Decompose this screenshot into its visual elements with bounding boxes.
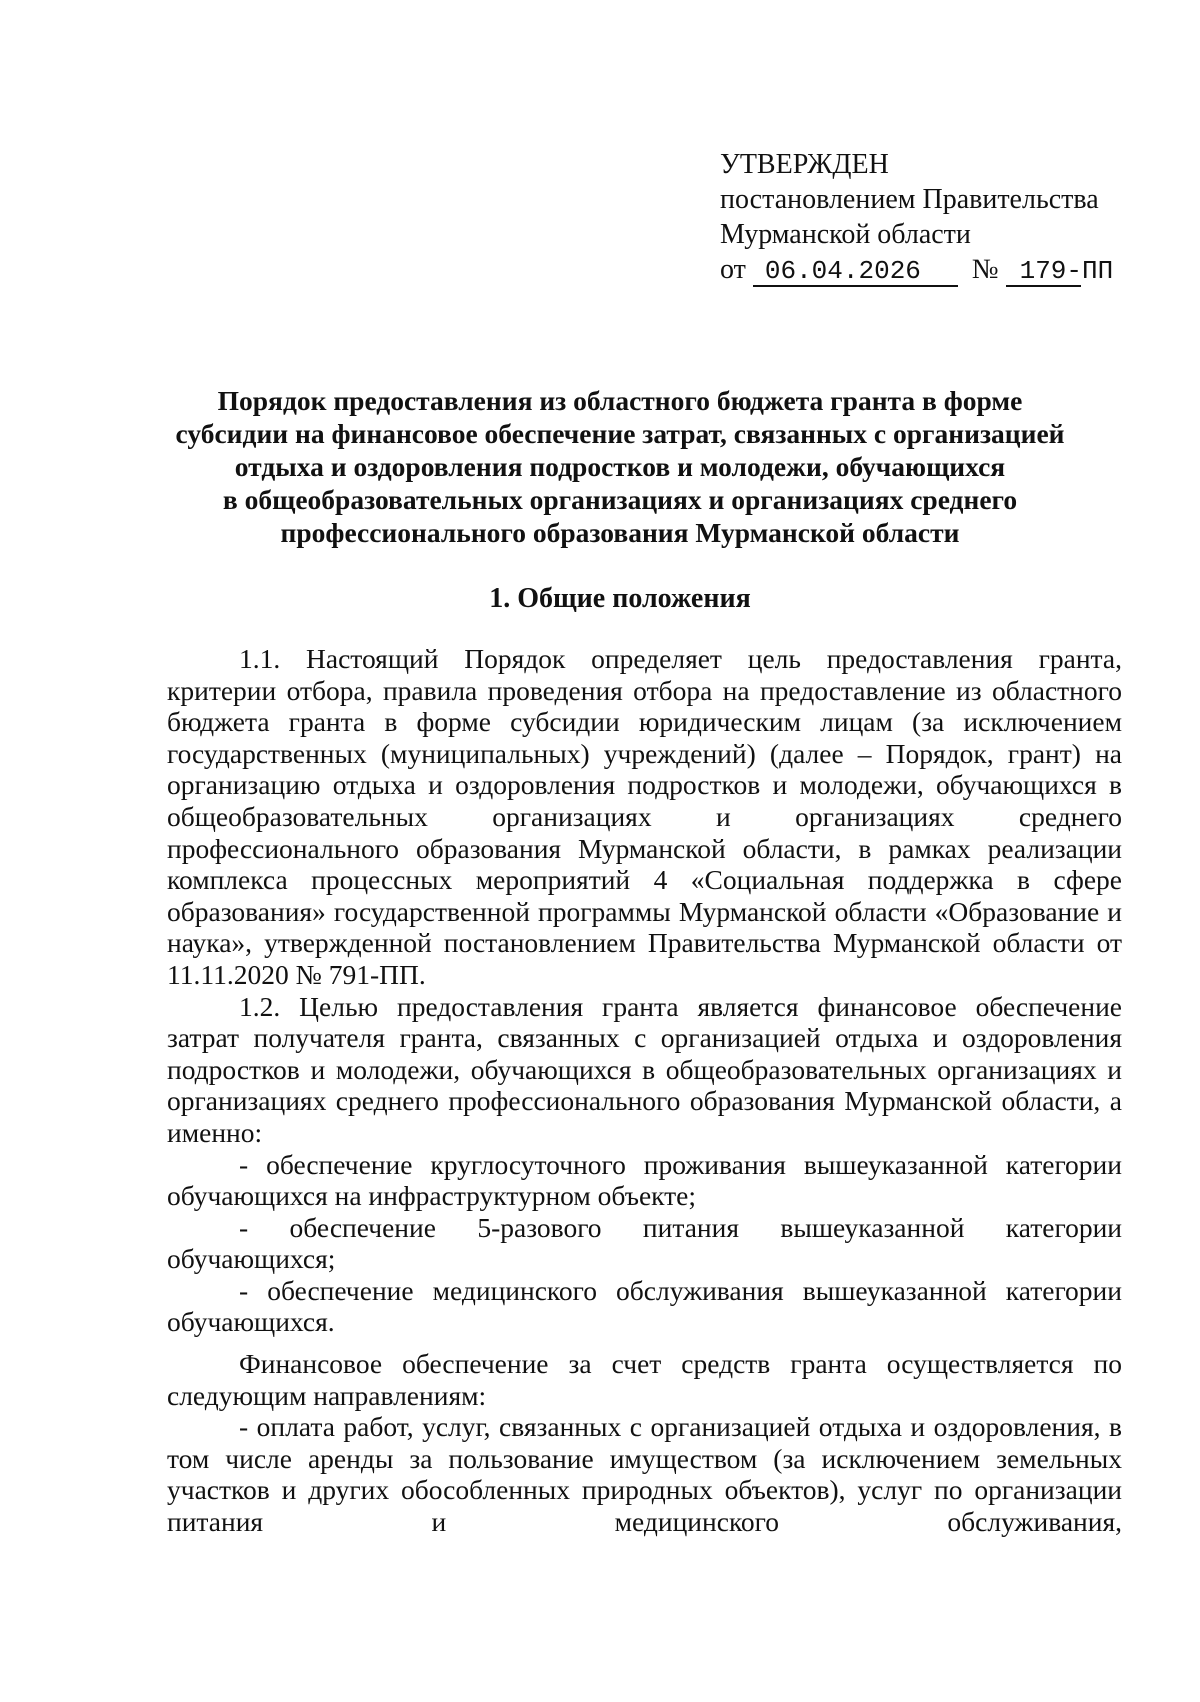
approval-block bbox=[720, 147, 1120, 287]
document-title bbox=[140, 384, 1100, 549]
paragraph-1-2: 1.2. Целью предоставления гранта является финансовое обеспечение затрат получателя гранта, связанных с организацией отдыха и оздоровления подростков и молодежи, обучающихся в общеобразовательных организациях и организациях среднего профессионального образования Мурманской области, а именно: bbox=[167, 990, 1122, 1148]
decree-number: 179-ПП bbox=[1006, 257, 1081, 287]
list-item: - обеспечение круглосуточного проживания вышеуказанной категории обучающихся на инфраструктурном объекте; bbox=[167, 1148, 1122, 1212]
title-line: отдыха и оздоровления подростков и молодежи, обучающихся bbox=[234, 451, 1006, 482]
approval-date-line bbox=[720, 252, 1120, 287]
list-item: - обеспечение 5-разового питания вышеуказанной категории обучающихся; bbox=[167, 1211, 1122, 1275]
approval-line-2: Мурманской области bbox=[720, 219, 971, 250]
title-line: в общеобразовательных организациях и организациях среднего bbox=[222, 484, 1018, 515]
list-item: - обеспечение медицинского обслуживания вышеуказанной категории обучающихся. bbox=[167, 1274, 1122, 1338]
title-line: Порядок предоставления из областного бюджета гранта в форме bbox=[217, 385, 1023, 416]
list-item: - оплата работ, услуг, связанных с организацией отдыха и оздоровления, в том числе аренды за пользование имуществом (за исключением земельных участков и других обособленных природных объектов), услуг по организации питания и медицинского обслуживания, bbox=[167, 1411, 1122, 1538]
from-label: от bbox=[720, 254, 746, 285]
title-line: профессионального образования Мурманской области bbox=[280, 517, 960, 548]
section-heading: 1. Общие положения bbox=[489, 583, 751, 614]
approval-line-1: постановлением Правительства bbox=[720, 184, 1099, 215]
number-sign: № bbox=[971, 254, 999, 285]
title-line: субсидии на финансовое обеспечение затрат, связанных с организацией bbox=[175, 418, 1065, 449]
document-body bbox=[167, 643, 1122, 1538]
paragraph-financing: Финансовое обеспечение за счет средств гранта осуществляется по следующим направлениям: bbox=[167, 1348, 1122, 1411]
paragraph-1-1: 1.1. Настоящий Порядок определяет цель предоставления гранта, критерии отбора, правила проведения отбора на предоставление из областного бюджета гранта в форме субсидии юридическим лицам (за исключением государственных (муниципальных) учреждений) (далее – Порядок, грант) на организацию отдыха и оздоровления подростков и молодежи, обучающихся в общеобразовательных организациях и организациях среднего профессионального образования Мурманской области, в рамках реализации комплекса процессных мероприятий 4 «Социальная поддержка в сфере образования» государственной программы Мурманской области «Образование и наука», утвержденной постановлением Правительства Мурманской области от 11.11.2020 № 791-ПП. bbox=[167, 643, 1122, 990]
approval-heading: УТВЕРЖДЕН bbox=[720, 149, 889, 180]
decree-date: 06.04.2026 bbox=[753, 257, 958, 287]
